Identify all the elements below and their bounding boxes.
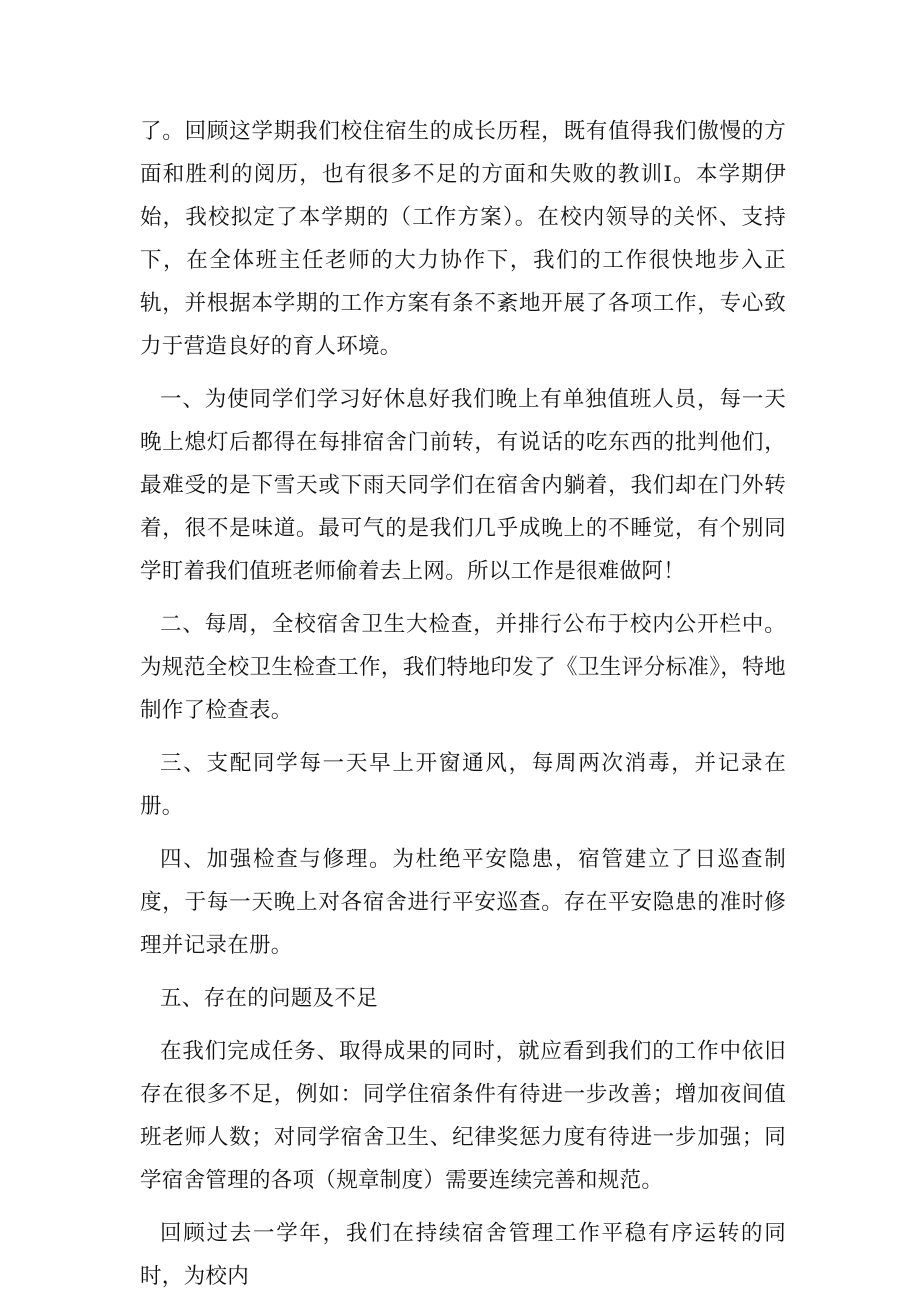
paragraph-shortcomings: 在我们完成任务、取得成果的同时，就应看到我们的工作中依旧存在很多不足，例如：同学住宿条件有待进一步改善；增加夜间值班老师人数；对同学宿舍卫生、纪律奖惩力度有待进一步加强；同学宿舍管理的各项（规章制度）需要连续完善和规范。 <box>140 1039 786 1193</box>
paragraph-problems-heading: 五、存在的问题及不足 <box>160 986 379 1011</box>
paragraph-ventilation: 三、支配同学每一天早上开窗通风，每周两次消毒，并记录在册。 <box>140 751 786 819</box>
paragraph-safety-repair: 四、加强检查与修理。为杜绝平安隐患，宿管建立了日巡查制度，于每一天晚上对各宿舍进行平安巡查。存在平安隐患的准时修理并记录在册。 <box>140 847 786 958</box>
paragraph-hygiene-inspection: 二、每周，全校宿舍卫生大检查，并排行公布于校内公开栏中。为规范全校卫生检查工作，我们特地印发了《卫生评分标准》，特地制作了检查表。 <box>140 612 786 723</box>
paragraph-year-review: 回顾过去一学年，我们在持续宿舍管理工作平稳有序运转的同时，为校内 <box>140 1221 786 1289</box>
paragraph-night-duty: 一、为使同学们学习好休息好我们晚上有单独值班人员，每一天晚上熄灯后都得在每排宿舍门前转，有说话的吃东西的批判他们，最难受的是下雪天或下雨天同学们在宿舍内躺着，我们却在门外转着，很不是味道。最可气的是我们几乎成晚上的不睡觉，有个别同学盯着我们值班老师偷着去上网。所以工作是很难做阿！ <box>140 387 786 584</box>
document-page <box>140 110 786 1298</box>
paragraph-review-intro: 了。回顾这学期我们校住宿生的成长历程，既有值得我们傲慢的方面和胜利的阅历，也有很多不足的方面和失败的教训Ⅰ。本学期伊始，我校拟定了本学期的（工作方案）。在校内领导的关怀、支持下，在全体班主任老师的大力协作下，我们的工作很快地步入正轨，并根据本学期的工作方案有条不紊地开展了各项工作，专心致力于营造良好的育人环境。 <box>140 119 786 359</box>
